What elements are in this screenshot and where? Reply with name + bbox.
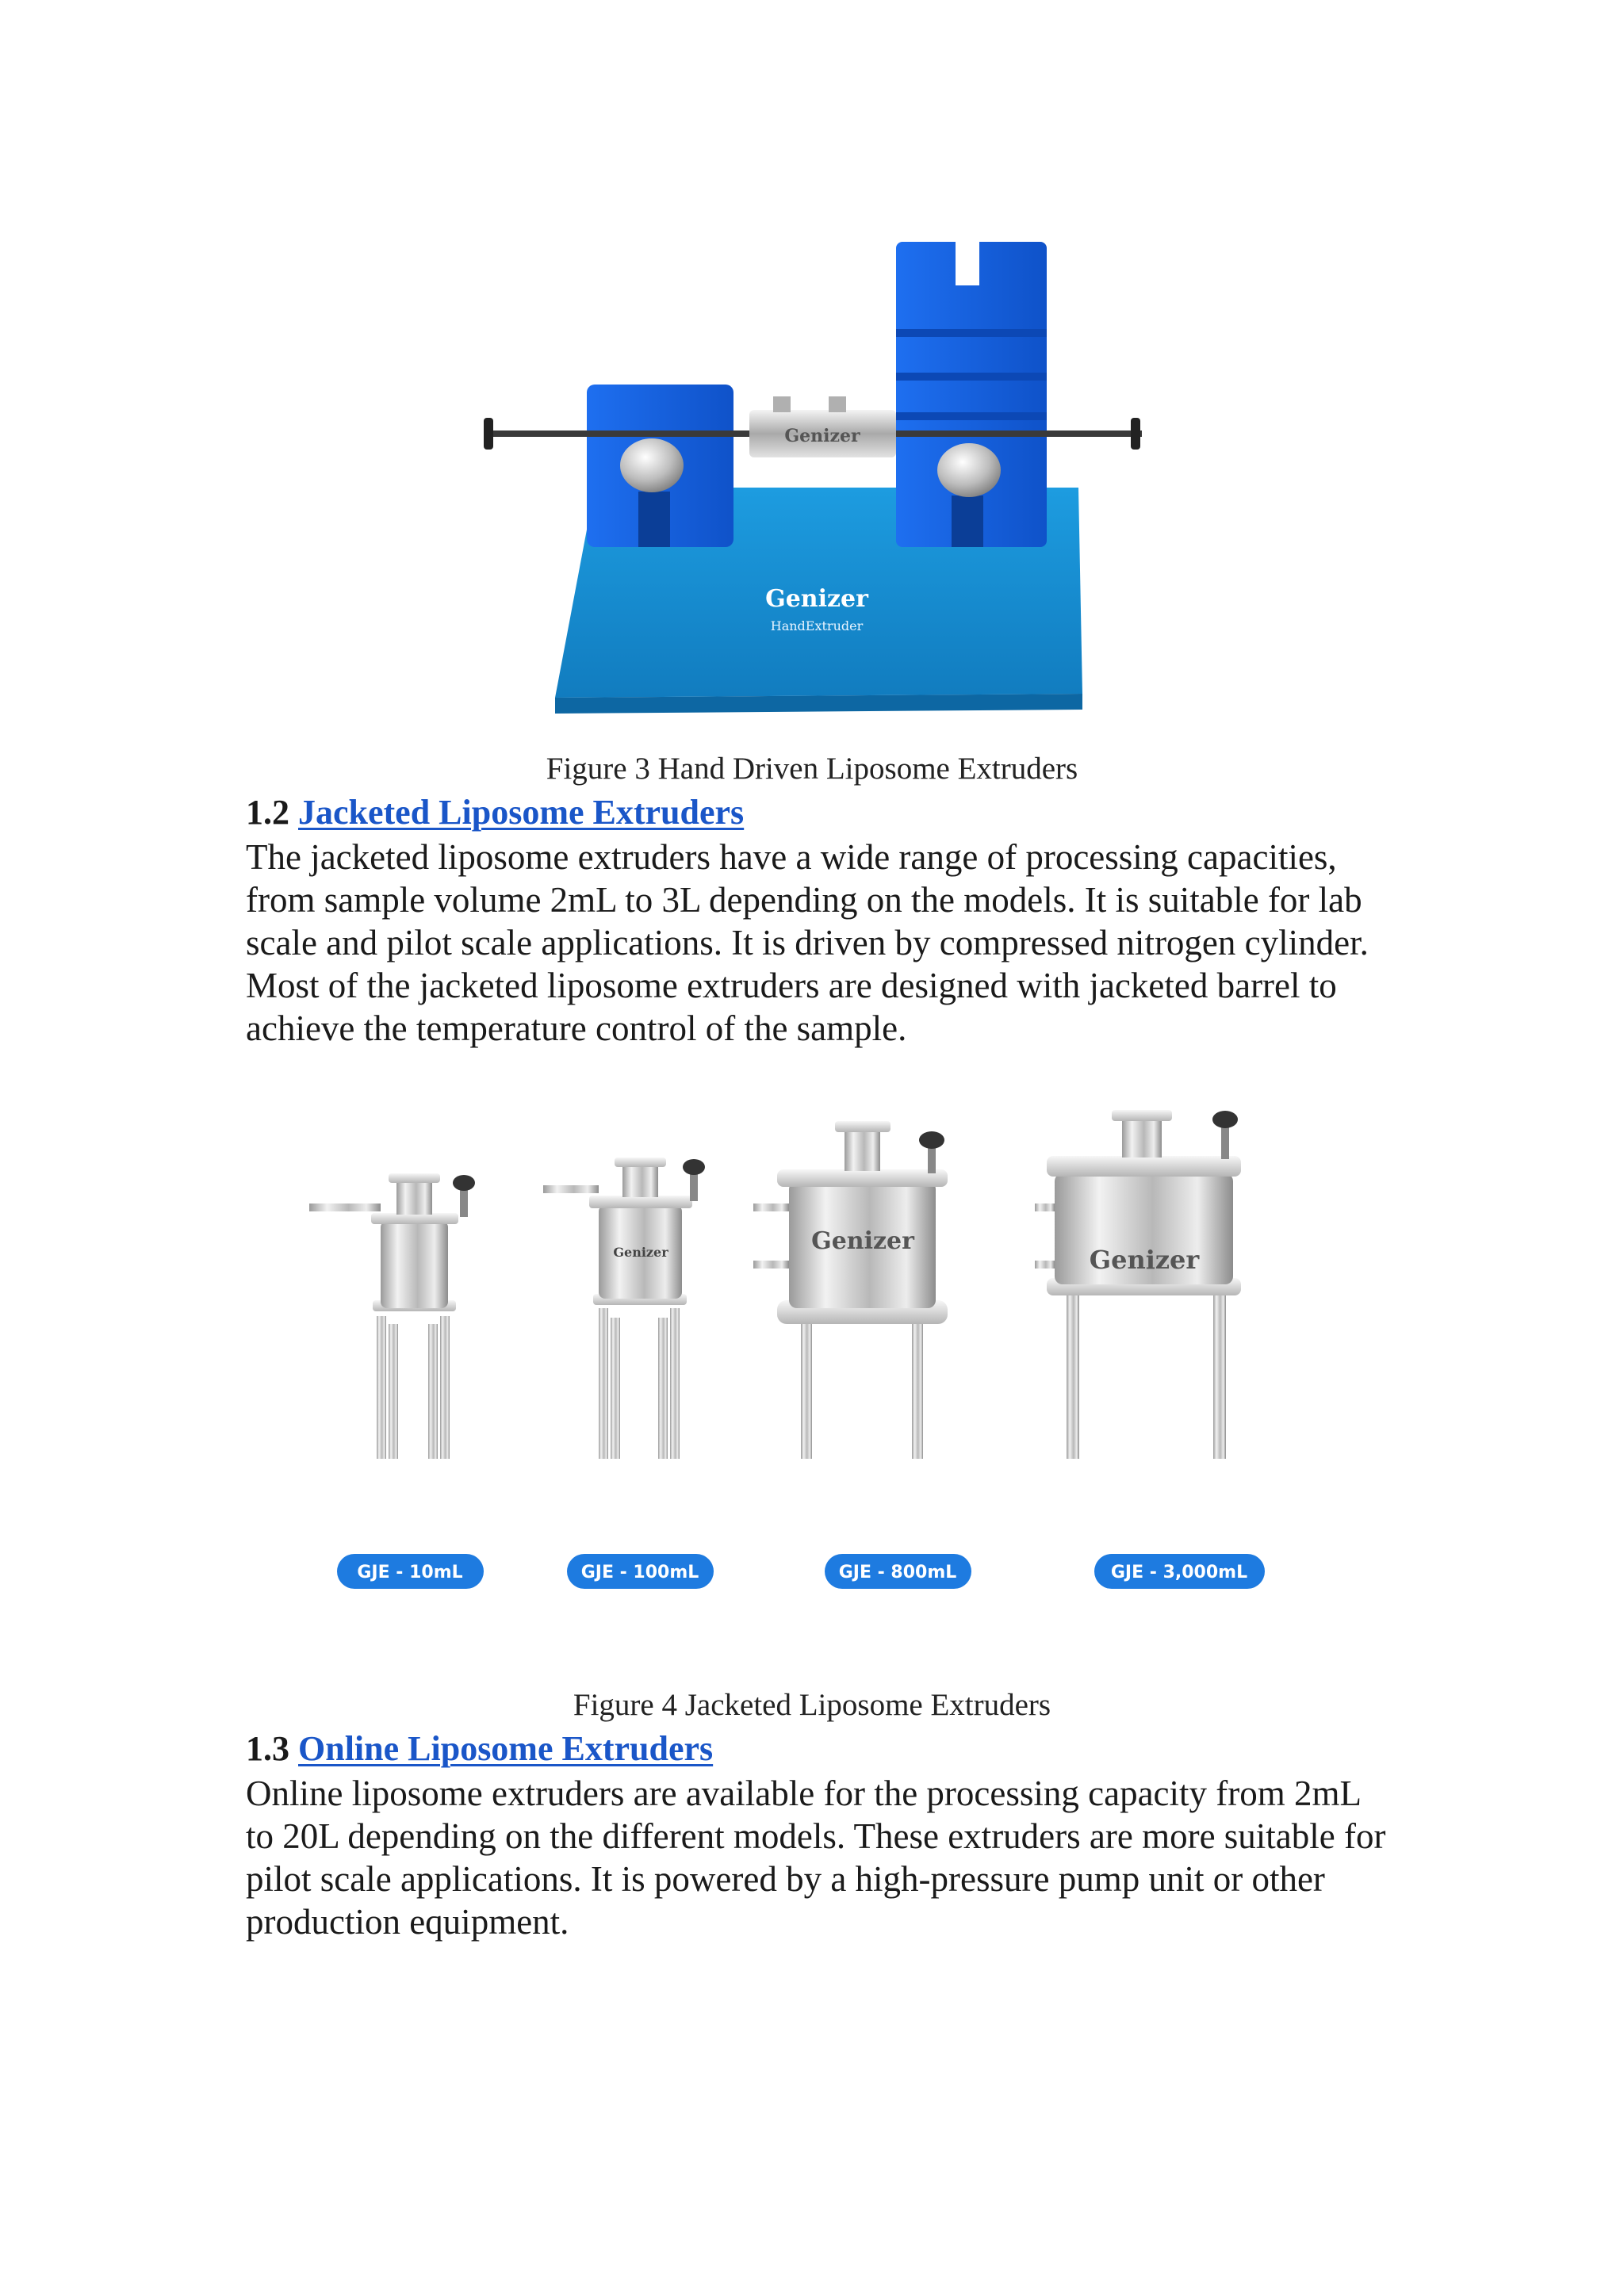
left-knob <box>620 438 684 492</box>
figure-4-image <box>285 1110 1316 1617</box>
svg-text:Genizer: Genizer <box>811 1227 914 1255</box>
right-knob <box>937 443 1001 497</box>
extruder-800ml <box>753 1121 948 1459</box>
badge-gje-10ml <box>337 1554 484 1589</box>
section-number: 1.3 <box>246 1729 289 1768</box>
svg-text:Genizer: Genizer <box>613 1245 668 1260</box>
badge-gje-800ml <box>825 1554 971 1589</box>
extruder-10ml <box>309 1173 475 1459</box>
section-1-3-paragraph: Online liposome extruders are available for the processing capacity from 2mL to 20L depending on the different models. These extruders are more suitable for pilot scale applications. It is powered by a high-pressure pump unit or other production equipment. <box>246 1774 1386 1942</box>
extruder-3000ml <box>1035 1110 1241 1459</box>
device-model: HandExtruder <box>770 618 864 633</box>
svg-text:GJE - 3,000mL: GJE - 3,000mL <box>1110 1563 1248 1582</box>
svg-text:GJE - 10mL: GJE - 10mL <box>357 1563 463 1582</box>
svg-text:GJE - 800mL: GJE - 800mL <box>838 1563 957 1582</box>
svg-text:GJE - 100mL: GJE - 100mL <box>580 1563 699 1582</box>
online-extruders-link[interactable]: Online Liposome Extruders <box>298 1729 714 1768</box>
figure-3-image <box>476 234 1158 741</box>
extruder-100ml <box>543 1158 705 1459</box>
section-heading-1-3 <box>246 1727 713 1771</box>
figure-4-caption: Figure 4 Jacketed Liposome Extruders <box>573 1688 1051 1722</box>
badge-gje-3000ml <box>1094 1554 1265 1589</box>
section-number: 1.2 <box>246 793 289 832</box>
device-logo: Genizer <box>765 585 868 613</box>
jacketed-extruders-link[interactable]: Jacketed Liposome Extruders <box>298 793 745 832</box>
section-1-2-paragraph: The jacketed liposome extruders have a wide range of processing capacities, from sample volume 2mL to 3L depending on the models. It is suitable for lab scale and pilot scale applications. It is driven by compressed nitrogen cylinder. Most of the jacketed liposome extruders are designed with jacketed barrel to achieve the temperature control of the sample. <box>246 837 1369 1048</box>
badge-gje-100ml <box>567 1554 714 1589</box>
figure-3-caption: Figure 3 Hand Driven Liposome Extruders <box>546 752 1078 786</box>
section-heading-1-2 <box>246 790 744 835</box>
svg-text:Genizer: Genizer <box>1089 1245 1200 1275</box>
svg-text:Genizer: Genizer <box>784 426 860 446</box>
